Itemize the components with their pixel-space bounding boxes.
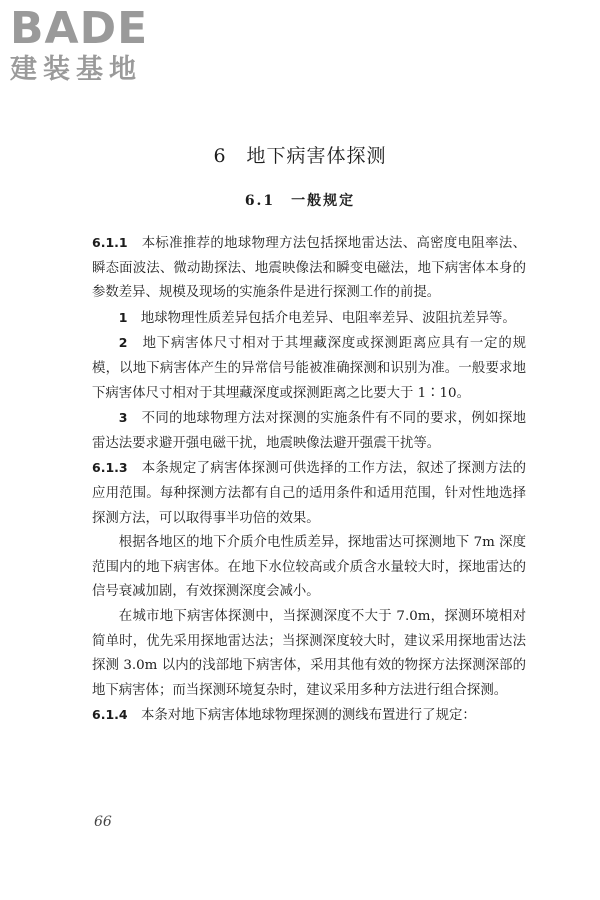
page-number: 66 — [94, 814, 112, 830]
clause-number: 6.1.1 — [92, 235, 128, 250]
paragraph — [92, 605, 526, 703]
clause-text: 本标准推荐的地球物理方法包括探地雷达法、高密度电阻率法、瞬态面波法、微动勘探法、地震映像法和瞬变电磁法，地下病害体本身的参数差异、规模及现场的实施条件是进行探测工作的前提。 — [92, 236, 527, 301]
item-2 — [92, 331, 526, 406]
clause-text: 本条对地下病害体地球物理探测的测线布置进行了规定： — [140, 708, 476, 724]
paragraph-text: 根据各地区的地下介质介电性质差异，探地雷达可探测地下 7m 深度范围内的地下病害体。在地下水位较高或介质含水量较大时，探地雷达的信号衰减加剧，有效探测深度会减小。 — [92, 535, 526, 600]
paragraph — [92, 531, 526, 605]
chapter-title: 6 地下病害体探测 — [213, 145, 387, 167]
item-number: 1 — [118, 309, 128, 325]
clause-6-1-3 — [92, 456, 526, 531]
bade-logo — [10, 3, 176, 90]
section-title: 6.1 一般规定 — [244, 193, 356, 209]
item-3 — [92, 406, 526, 456]
clause-number: 6.1.3 — [92, 460, 128, 476]
body-text — [92, 231, 526, 729]
logo-chinese-text: 建装基地 — [10, 54, 142, 85]
item-number: 3 — [118, 410, 128, 426]
item-text: 地下病害体尺寸相对于其埋藏深度或探测距离应具有一定的规模，以地下病害体产生的异常信号能被准确探测和识别为准。一般要求地下病害体尺寸相对于其埋藏深度或探测距离之比要大于 1∶10。 — [92, 336, 527, 401]
item-text: 地球物理性质差异包括介电差异、电阻率差异、波阻抗差异等。 — [140, 310, 516, 326]
item-number: 2 — [118, 335, 128, 351]
clause-6-1-4 — [92, 703, 526, 729]
clause-number: 6.1.4 — [92, 707, 128, 723]
paragraph-text: 在城市地下病害体探测中，当探测深度不大于 7.0m，探测环境相对简单时，优先采用探地雷达法；当探测深度较大时，建议采用探地雷达法探测 3.0m 以内的浅部地下病害体，采用其他有效的物探方法探测深部的地下病害体；而当探测环境复杂时，建议采用多种方法进行组合探测。 — [92, 608, 526, 698]
item-1 — [92, 306, 526, 332]
clause-text: 本条规定了病害体探测可供选择的工作方法，叙述了探测方法的应用范围。每种探测方法都有自己的适用条件和适用范围，针对性地选择探测方法，可以取得事半功倍的效果。 — [92, 461, 527, 526]
clause-6-1-1 — [92, 231, 526, 306]
logo-latin-text: BADE — [10, 3, 149, 54]
item-text: 不同的地球物理方法对探测的实施条件有不同的要求，例如探地雷达法要求避开强电磁干扰，地震映像法避开强震干扰等。 — [92, 411, 526, 451]
